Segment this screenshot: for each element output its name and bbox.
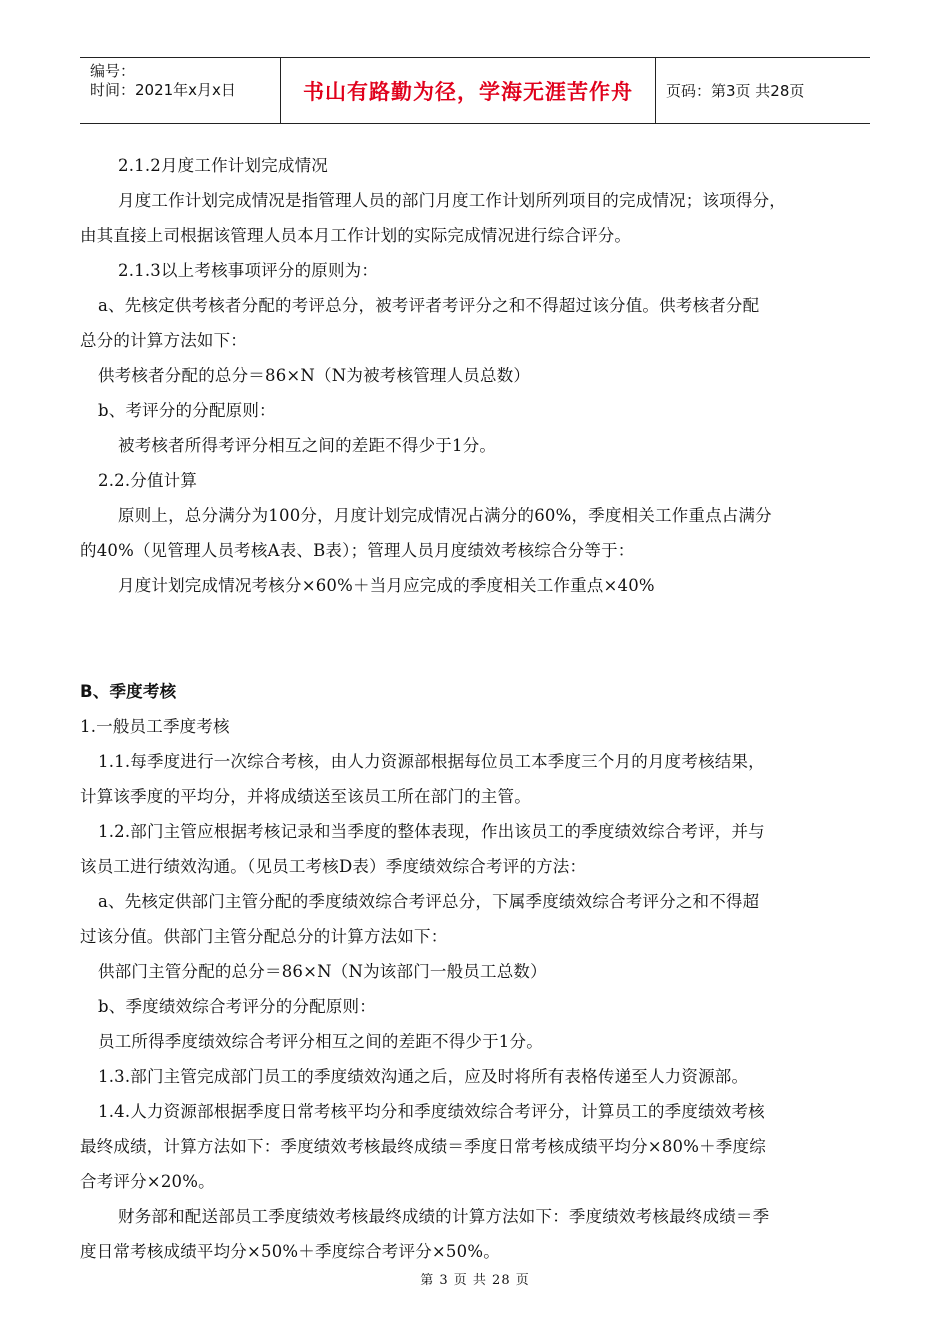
paragraph-line: 最终成绩，计算方法如下：季度绩效考核最终成绩＝季度日常考核成绩平均分×80%＋季度综 bbox=[80, 1137, 766, 1156]
section-heading: 2.1.2月度工作计划完成情况 bbox=[118, 156, 328, 175]
paragraph-line: 月度工作计划完成情况是指管理人员的部门月度工作计划所列项目的完成情况；该项得分， bbox=[118, 191, 786, 210]
paragraph-line: b、季度绩效综合考评分的分配原则： bbox=[98, 997, 376, 1016]
formula-line: 月度计划完成情况考核分×60%＋当月应完成的季度相关工作重点×40% bbox=[118, 576, 655, 595]
section-title: B、季度考核 bbox=[80, 682, 177, 701]
paragraph-line: 总分的计算方法如下： bbox=[80, 331, 247, 350]
header-meta bbox=[80, 58, 281, 123]
paragraph-line: a、先核定供部门主管分配的季度绩效综合考评总分，下属季度绩效综合考评分之和不得超 bbox=[98, 892, 760, 911]
paragraph-line: 财务部和配送部员工季度绩效考核最终成绩的计算方法如下：季度绩效考核最终成绩＝季 bbox=[118, 1207, 770, 1226]
header-motto: 书山有路勤为径，学海无涯苦作舟 bbox=[281, 58, 656, 123]
formula-line: 供部门主管分配的总分＝86×N（N为该部门一般员工总数） bbox=[98, 962, 547, 981]
page-footer: 第 3 页 共 28 页 bbox=[420, 1273, 530, 1288]
paragraph-line: 1.2.部门主管应根据考核记录和当季度的整体表现，作出该员工的季度绩效综合考评，并与 bbox=[98, 822, 765, 841]
section-heading: 1.一般员工季度考核 bbox=[80, 717, 230, 736]
paragraph-line: a、先核定供考核者分配的考评总分，被考评者考评分之和不得超过该分值。供考核者分配 bbox=[98, 296, 760, 315]
header-page-info: 页码：第3页 共28页 bbox=[666, 82, 805, 100]
document-date: 时间：2021年x月x日 bbox=[90, 81, 236, 99]
paragraph-line: 由其直接上司根据该管理人员本月工作计划的实际完成情况进行综合评分。 bbox=[80, 226, 632, 245]
formula-line: 供考核者分配的总分＝86×N（N为被考核管理人员总数） bbox=[98, 366, 531, 385]
document-number-label: 编号： bbox=[90, 62, 136, 80]
paragraph-line: 度日常考核成绩平均分×50%＋季度综合考评分×50%。 bbox=[80, 1242, 500, 1261]
page-header bbox=[80, 57, 870, 124]
paragraph-line: 该员工进行绩效沟通。（见员工考核D表）季度绩效综合考评的方法： bbox=[80, 857, 587, 876]
section-heading: 2.1.3以上考核事项评分的原则为： bbox=[118, 261, 379, 280]
paragraph-line: 1.1.每季度进行一次综合考核，由人力资源部根据每位员工本季度三个月的月度考核结果， bbox=[98, 752, 765, 771]
section-heading: 2.2.分值计算 bbox=[98, 471, 198, 490]
paragraph-line: 原则上，总分满分为100分，月度计划完成情况占满分的60%，季度相关工作重点占满分 bbox=[118, 506, 772, 525]
paragraph-line: 的40%（见管理人员考核A表、B表）；管理人员月度绩效考核综合分等于： bbox=[80, 541, 635, 560]
paragraph-line: 计算该季度的平均分，并将成绩送至该员工所在部门的主管。 bbox=[80, 787, 531, 806]
paragraph-line: 员工所得季度绩效综合考评分相互之间的差距不得少于1分。 bbox=[98, 1032, 543, 1051]
paragraph-line: b、考评分的分配原则： bbox=[98, 401, 276, 420]
paragraph-line: 1.4.人力资源部根据季度日常考核平均分和季度绩效综合考评分，计算员工的季度绩效考核 bbox=[98, 1102, 765, 1121]
paragraph-line: 被考核者所得考评分相互之间的差距不得少于1分。 bbox=[118, 436, 497, 455]
paragraph-line: 过该分值。供部门主管分配总分的计算方法如下： bbox=[80, 927, 448, 946]
paragraph-line: 1.3.部门主管完成部门员工的季度绩效沟通之后，应及时将所有表格传递至人力资源部。 bbox=[98, 1067, 749, 1086]
paragraph-line: 合考评分×20%。 bbox=[80, 1172, 215, 1191]
